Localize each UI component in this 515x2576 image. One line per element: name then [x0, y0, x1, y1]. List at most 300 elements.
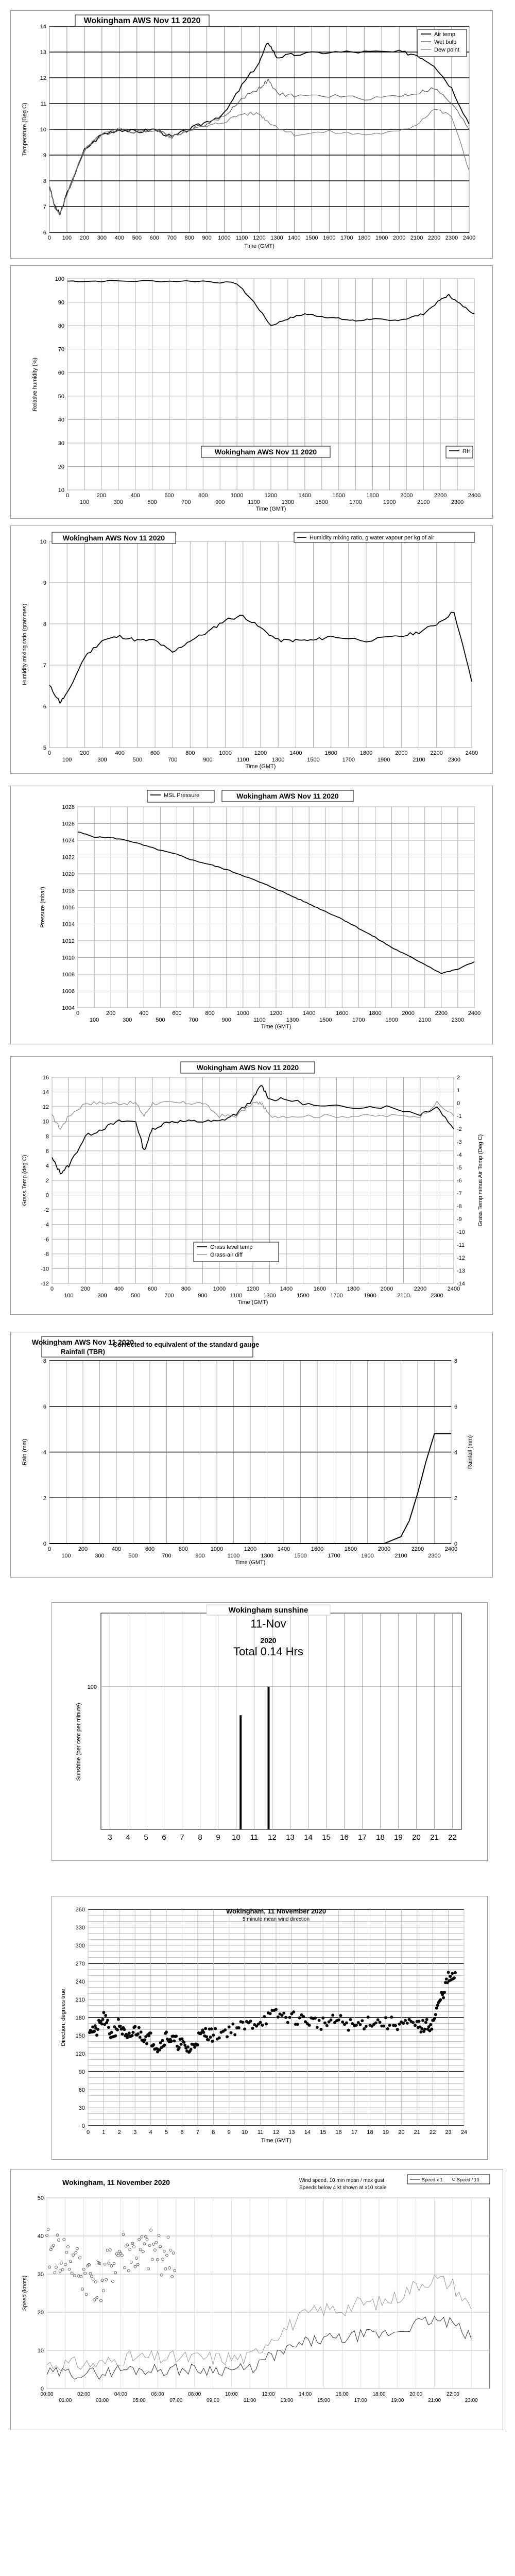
x-tick-label: 08:00: [188, 2392, 201, 2397]
x-tick-label: 4: [149, 2129, 152, 2136]
x-tick-label: 11: [250, 1833, 259, 1842]
wind-direction-point: [429, 2023, 432, 2026]
y-tick-label: 90: [78, 2069, 85, 2075]
wind-direction-point: [249, 2020, 252, 2023]
y-tick-label: -10: [41, 1266, 49, 1273]
y2-tick-label: 2: [454, 1495, 458, 1502]
wind-direction-point: [182, 2041, 185, 2044]
wind-direction-point: [421, 2019, 424, 2022]
y-tick-label: -12: [41, 1281, 49, 1287]
x-tick-label: 800: [205, 1010, 215, 1016]
legend-label: Air temp: [434, 31, 455, 38]
x-tick-label: 1700: [352, 1017, 365, 1023]
x-tick-label: 2000: [377, 1546, 391, 1552]
wind-direction-point: [136, 2032, 140, 2036]
sunshine-chart: [52, 1603, 487, 1860]
x-tick-label: 16: [335, 2129, 342, 2136]
x-tick-label: 700: [188, 1017, 198, 1023]
wind-direction-point: [210, 2027, 213, 2030]
wind-direction-point: [181, 2038, 184, 2041]
x-tick-label: 22:00: [446, 2392, 459, 2397]
x-tick-label: 17:00: [354, 2398, 367, 2403]
y-axis-label: Humidity mixing ratio (grammes): [22, 603, 28, 686]
y2-tick-label: 1: [457, 1088, 460, 1094]
wind-direction-point: [196, 2043, 199, 2046]
x-tick-label: 19: [382, 2129, 389, 2136]
x-tick-label: 2: [117, 2129, 121, 2136]
x-tick-label: 0: [47, 235, 52, 241]
wind-direction-point: [231, 2022, 234, 2025]
y-tick-label: 60: [58, 370, 64, 377]
chart-title: Wokingham sunshine: [228, 1606, 308, 1615]
x-tick-label: 05:00: [132, 2398, 146, 2403]
x-tick-label: 2400: [468, 493, 481, 499]
x-tick-label: 0: [47, 1546, 52, 1552]
wind-direction-point: [430, 2028, 433, 2031]
x-tick-label: 700: [167, 757, 178, 763]
y-tick-label: 1014: [62, 921, 75, 928]
x-tick-label: 1500: [305, 235, 318, 241]
y-axis-label: Grass Temp (deg C): [22, 1155, 28, 1206]
wind-direction-point: [233, 2033, 236, 2037]
y-tick-label: 10: [40, 127, 46, 133]
x-tick-label: 2400: [468, 1010, 481, 1016]
x-tick-label: 300: [113, 499, 123, 505]
y-tick-label: -2: [44, 1207, 49, 1214]
x-tick-label: 23: [445, 2129, 452, 2136]
y-tick-label: 10: [58, 487, 64, 494]
x-tick-label: 2100: [410, 235, 423, 241]
y-tick-label: 7: [43, 204, 46, 210]
x-tick-label: 1100: [230, 1293, 243, 1299]
chart-year: 2020: [260, 1636, 277, 1645]
wind-direction-point: [316, 2026, 319, 2029]
y2-tick-label: -3: [457, 1139, 462, 1145]
x-tick-label: 11: [257, 2129, 264, 2136]
x-tick-label: 21: [430, 1833, 439, 1842]
x-tick-label: 300: [95, 1553, 105, 1559]
x-tick-label: 02:00: [77, 2392, 91, 2397]
x-tick-label: 1700: [340, 235, 353, 241]
wind-direction-point: [214, 2027, 217, 2030]
y-tick-label: 1028: [62, 804, 75, 810]
y2-tick-label: -14: [457, 1281, 465, 1287]
wind-direction-point: [261, 2024, 264, 2027]
wind-direction-point: [224, 2028, 227, 2031]
y2-tick-label: -2: [457, 1126, 462, 1132]
y-tick-label: 20: [58, 464, 64, 470]
x-tick-label: 1700: [330, 1293, 343, 1299]
x-tick-label: 1300: [271, 757, 285, 763]
x-tick-label: 13: [288, 2129, 295, 2136]
wind-direction-point: [418, 2020, 421, 2023]
x-tick-label: 1400: [280, 1286, 293, 1292]
x-tick-label: 12: [268, 1833, 277, 1842]
wind-direction-point: [447, 1971, 450, 1974]
wind-direction-point: [451, 1972, 454, 1975]
y-tick-label: 180: [75, 2015, 85, 2021]
wind-direction-point: [161, 2039, 164, 2042]
x-tick-label: 2000: [380, 1286, 393, 1292]
y-tick-label: 90: [58, 299, 64, 306]
wind-direction-point: [209, 2036, 212, 2039]
wind-direction-point: [143, 2038, 146, 2041]
x-tick-label: 200: [106, 1010, 116, 1016]
x-tick-label: 5: [144, 1833, 148, 1842]
x-tick-label: 21:00: [427, 2398, 441, 2403]
y2-tick-label: -7: [457, 1191, 462, 1197]
x-tick-label: 1200: [254, 750, 267, 756]
x-tick-label: 1800: [359, 750, 373, 756]
wind-direction-point: [386, 2027, 389, 2030]
x-tick-label: 800: [181, 1286, 191, 1292]
wind-direction-point: [433, 2017, 436, 2020]
wind-direction-point: [180, 2043, 183, 2046]
wind-direction-point: [277, 2015, 280, 2019]
wind-direction-point: [329, 2019, 332, 2022]
wind-direction-point: [178, 2046, 181, 2049]
chart-subtitle: 5 minute mean wind direction: [242, 1917, 310, 1922]
x-tick-label: 04:00: [114, 2392, 127, 2397]
chart-title: Wokingham, 11 November 2020: [62, 2178, 170, 2187]
y-tick-label: 330: [75, 1925, 85, 1931]
x-tick-label: 1900: [385, 1017, 398, 1023]
x-tick-label: 12:00: [262, 2392, 275, 2397]
y-axis-label: Speed (knots): [22, 2275, 28, 2311]
y-tick-label: 1026: [62, 821, 75, 827]
x-tick-label: 2100: [397, 1293, 410, 1299]
x-tick-label: 400: [115, 750, 125, 756]
y-tick-label: 12: [40, 75, 46, 81]
x-tick-label: 22: [430, 2129, 436, 2136]
x-tick-label: 14: [304, 2129, 311, 2136]
wind-direction-point: [110, 2031, 113, 2034]
x-axis-label: Time (GMT): [235, 1560, 266, 1566]
chart-note: Corrected to equivalent of the standard gauge: [112, 1341, 260, 1348]
wind-direction-point: [321, 2016, 324, 2020]
y-tick-label: 6: [43, 230, 46, 236]
y-axis-label: Rainfall (mm): [467, 1435, 473, 1469]
grass-temp-chart: [11, 1057, 492, 1314]
wind-direction-point: [207, 2038, 210, 2041]
wind-direction-point: [163, 2044, 166, 2047]
chart-title: Wokingham, 11 November 2020: [226, 1907, 327, 1915]
y2-tick-label: 0: [457, 1100, 460, 1107]
wind-direction-point: [152, 2043, 155, 2046]
wind-direction-point: [282, 2012, 285, 2015]
rainfall-chart-panel: [10, 1332, 493, 1578]
y-tick-label: 10: [42, 1118, 49, 1125]
x-tick-label: 700: [167, 235, 177, 241]
wind-direction-point: [204, 2027, 207, 2030]
x-tick-label: 16: [340, 1833, 349, 1842]
wind-direction-point: [442, 1996, 445, 1999]
x-tick-label: 1900: [361, 1553, 374, 1559]
wind-direction-point: [265, 2022, 268, 2025]
x-tick-label: 1100: [237, 757, 249, 763]
x-tick-label: 1700: [349, 499, 362, 505]
y-tick-label: 210: [75, 1997, 85, 2003]
x-tick-label: 1: [102, 2129, 106, 2136]
x-tick-label: 1500: [315, 499, 328, 505]
x-tick-label: 100: [89, 1017, 99, 1023]
legend-label: Grass level temp: [210, 1244, 253, 1250]
x-tick-label: 400: [114, 1286, 124, 1292]
y-tick-label: 9: [43, 580, 46, 586]
y-axis-label: Sunshine (per cent per minute): [76, 1703, 82, 1781]
y-tick-label: 8: [43, 1358, 46, 1364]
wind-direction-point: [424, 2021, 427, 2024]
x-tick-label: 900: [195, 1553, 205, 1559]
wind-direction-point: [145, 2042, 148, 2045]
x-tick-label: 0: [76, 1010, 80, 1016]
y-tick-label: 1022: [62, 854, 75, 861]
y2-tick-label: 4: [454, 1449, 458, 1456]
x-tick-label: 1800: [344, 1546, 357, 1552]
x-tick-label: 200: [80, 750, 90, 756]
x-axis-label: Time (GMT): [261, 2138, 291, 2144]
x-tick-label: 2300: [451, 1017, 465, 1023]
y-tick-label: 14: [42, 1089, 49, 1096]
x-tick-label: 700: [164, 1293, 174, 1299]
x-axis-label: Time (GMT): [245, 764, 276, 770]
y-tick-label: 40: [37, 2233, 44, 2240]
y-tick-label: 0: [81, 2123, 85, 2129]
legend-label: Dew point: [434, 47, 459, 53]
x-tick-label: 1100: [248, 499, 260, 505]
chart-title: Wokingham AWS Nov 11 2020: [83, 16, 201, 25]
x-tick-label: 2100: [418, 1017, 431, 1023]
x-tick-label: 600: [172, 1010, 182, 1016]
wind-direction-point: [274, 2008, 278, 2011]
x-tick-label: 9: [227, 2129, 231, 2136]
wind-direction-point: [302, 2015, 305, 2018]
wind-direction-point: [449, 1975, 452, 1978]
y-tick-label: 80: [58, 323, 64, 330]
y-tick-label: 7: [43, 663, 46, 669]
x-tick-label: 10:00: [225, 2392, 238, 2397]
wind-direction-point: [205, 2035, 208, 2038]
x-axis-label: Time (GMT): [255, 506, 286, 512]
x-tick-label: 1700: [342, 757, 355, 763]
wind-direction-point: [175, 2035, 178, 2038]
y2-tick-label: -6: [457, 1178, 462, 1184]
chart-subtitle: Rainfall (TBR): [61, 1348, 105, 1355]
x-tick-label: 1500: [307, 757, 320, 763]
wind-direction-point: [263, 2015, 266, 2018]
wind-direction-point: [402, 2022, 405, 2025]
wind-direction-point: [423, 2028, 426, 2031]
wind-direction-point: [230, 2031, 233, 2034]
x-tick-label: 1800: [369, 1010, 382, 1016]
y-tick-label: 1020: [62, 871, 75, 877]
x-tick-label: 3: [133, 2129, 137, 2136]
x-tick-label: 1600: [324, 750, 337, 756]
wind-direction-point: [414, 2024, 417, 2027]
wind-direction-point: [183, 2044, 186, 2047]
x-tick-label: 900: [198, 1293, 208, 1299]
chart-title: Wokingham AWS Nov 11 2020: [214, 448, 317, 456]
x-tick-label: 100: [62, 757, 72, 763]
y-tick-label: 6: [43, 1403, 46, 1410]
wind-direction-point: [443, 1991, 446, 1994]
x-tick-label: 300: [123, 1017, 132, 1023]
x-tick-label: 1000: [219, 750, 232, 756]
wind-direction-point: [355, 2024, 358, 2027]
x-tick-label: 17: [358, 1833, 367, 1842]
wind-direction-point: [139, 2036, 142, 2039]
chart-title: Wokingham AWS Nov 11 2020: [196, 1063, 299, 1072]
x-tick-label: 8: [212, 2129, 215, 2136]
x-tick-label: 23:00: [465, 2398, 478, 2403]
wind-direction-point: [212, 2033, 215, 2037]
y-tick-label: 1024: [62, 838, 75, 844]
x-tick-label: 1400: [302, 1010, 316, 1016]
wind-direction-point: [436, 2004, 439, 2007]
chart-total: Total 0.14 Hrs: [233, 1645, 303, 1658]
x-tick-label: 15:00: [317, 2398, 331, 2403]
x-axis-label: Time (GMT): [244, 243, 274, 249]
wind-direction-point: [404, 2019, 407, 2022]
wind-direction-point: [170, 2040, 173, 2043]
legend-label: Wet bulb: [434, 39, 457, 45]
wind-direction-point: [173, 2040, 176, 2043]
y-tick-label: 40: [58, 417, 64, 423]
wind-direction-point: [138, 2026, 141, 2029]
wind-direction-point: [411, 2021, 415, 2024]
x-tick-label: 11:00: [244, 2398, 256, 2403]
y-tick-label: 8: [43, 621, 46, 628]
wind-speed-chart: [11, 2170, 503, 2430]
x-tick-label: 1000: [213, 1286, 226, 1292]
x-tick-label: 20: [398, 2129, 405, 2136]
x-tick-label: 14: [304, 1833, 313, 1842]
sunshine-chart-panel: [52, 1602, 488, 1861]
x-tick-label: 20:00: [409, 2392, 423, 2397]
y-tick-label: 4: [45, 1163, 49, 1170]
y2-tick-label: -5: [457, 1165, 462, 1171]
wind-direction-point: [190, 2048, 193, 2051]
y-tick-label: 16: [42, 1075, 49, 1081]
x-tick-label: 0: [86, 2129, 90, 2136]
x-tick-label: 1300: [270, 235, 283, 241]
y-tick-label: -6: [44, 1236, 49, 1243]
x-tick-label: 18: [367, 2129, 373, 2136]
temperature-chart-panel: [10, 10, 493, 259]
y-tick-label: 8: [45, 1133, 49, 1140]
wind-direction-point: [454, 1971, 457, 1974]
y-tick-label: 1004: [62, 1005, 75, 1011]
y-tick-label: 1016: [62, 905, 75, 911]
wind-direction-point: [435, 2007, 438, 2010]
x-tick-label: 3: [108, 1833, 112, 1842]
wind-direction-point: [339, 2014, 342, 2017]
wind-direction-point: [186, 2045, 190, 2048]
x-tick-label: 1300: [263, 1293, 276, 1299]
y-tick-label: 70: [58, 346, 64, 353]
x-tick-label: 1000: [218, 235, 231, 241]
x-tick-label: 24: [460, 2129, 468, 2136]
y-tick-label: 1006: [62, 988, 75, 995]
x-tick-label: 06:00: [151, 2392, 164, 2397]
x-tick-label: 10: [232, 1833, 241, 1842]
x-tick-label: 2000: [395, 750, 408, 756]
mixing-ratio-chart-panel: [10, 526, 493, 774]
x-tick-label: 2100: [417, 499, 430, 505]
x-tick-label: 500: [128, 1553, 138, 1559]
x-tick-label: 2400: [462, 235, 476, 241]
x-tick-label: 200: [79, 235, 90, 241]
x-tick-label: 1200: [244, 1546, 257, 1552]
wind-direction-point: [116, 2028, 119, 2031]
x-tick-label: 500: [132, 235, 142, 241]
x-tick-label: 200: [80, 1286, 91, 1292]
x-tick-label: 07:00: [169, 2398, 183, 2403]
x-tick-label: 200: [96, 493, 107, 499]
wind-direction-point: [382, 2024, 385, 2027]
wind-direction-point: [360, 2019, 364, 2022]
wind-direction-point: [308, 2024, 311, 2027]
x-tick-label: 1500: [319, 1017, 332, 1023]
chart-note: Speeds below 4 kt shown at x10 scale: [299, 2185, 387, 2191]
wind-direction-point: [314, 2016, 317, 2020]
wind-direction-point: [425, 2018, 428, 2021]
x-tick-label: 2000: [392, 235, 406, 241]
wind-direction-point: [100, 2023, 104, 2026]
y-axis-label: Grass Temp minus Air Temp (Deg C): [477, 1134, 484, 1227]
humidity-chart-panel: [10, 265, 493, 519]
x-tick-label: 1100: [235, 235, 248, 241]
wind-direction-point: [114, 2035, 117, 2038]
wind-direction-point: [288, 2016, 291, 2019]
wind-direction-point: [376, 2018, 380, 2021]
x-tick-label: 600: [147, 1286, 158, 1292]
wind-direction-point: [420, 2027, 423, 2030]
x-tick-label: 600: [150, 750, 160, 756]
y2-tick-label: -9: [457, 1216, 462, 1223]
x-tick-label: 2000: [402, 1010, 415, 1016]
x-tick-label: 1600: [311, 1546, 324, 1552]
y2-tick-label: 8: [454, 1358, 458, 1364]
x-tick-label: 2300: [428, 1553, 441, 1559]
wind-direction-point: [292, 2010, 295, 2013]
wind-direction-point: [93, 2030, 96, 2033]
sunshine-bar: [268, 1687, 270, 1829]
y2-tick-label: -12: [457, 1255, 465, 1261]
x-tick-label: 1400: [277, 1546, 290, 1552]
wind-direction-point: [101, 2018, 105, 2021]
wind-direction-point: [367, 2015, 370, 2019]
wind-direction-point: [349, 2018, 352, 2021]
y2-tick-label: 0: [454, 1541, 458, 1547]
pressure-chart-panel: [10, 786, 493, 1044]
x-tick-label: 17: [351, 2129, 358, 2136]
x-tick-label: 1200: [264, 493, 278, 499]
y2-tick-label: -8: [457, 1204, 462, 1210]
wind-direction-point: [269, 2012, 272, 2015]
x-tick-label: 2100: [394, 1553, 407, 1559]
wind-direction-point: [211, 2040, 214, 2043]
wind-direction-point: [251, 2027, 254, 2030]
wind-direction-point: [419, 2030, 422, 2033]
x-tick-label: 800: [178, 1546, 188, 1552]
wind-direction-point: [331, 2013, 334, 2016]
wind-direction-point: [159, 2041, 162, 2044]
x-tick-label: 500: [131, 1293, 141, 1299]
x-tick-label: 100: [79, 499, 90, 505]
temperature-chart: [11, 11, 492, 258]
y-tick-label: 10: [37, 2348, 44, 2354]
